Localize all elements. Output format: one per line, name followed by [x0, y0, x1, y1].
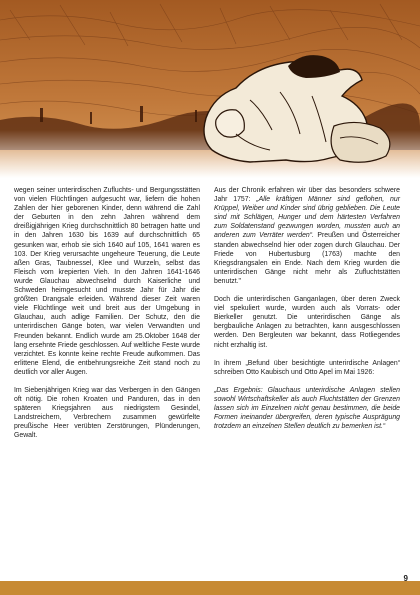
paragraph-seven-years-war: Im Siebenjährigen Krieg war das Verbergen in den Gängen oft nötig. Die rohen Kroaten und Panduren, das in den späteren Kriegsjahren aus niedrigstem Gesindel, Landstreichern, Verbrechern zusammen gewürfelte preußische Heer verübten Zerstörungen, Plünderungen, Gewalt.: [14, 386, 200, 440]
paragraph-chronicle-1757: [214, 186, 400, 286]
chronicle-quote: „Alle kräftigen Männer sind geflohen, nur Krüppel, Weiber und Kinder sind übrig geblieben. Die Leute sind mit Schlägen, Hunger und dem härtesten Verfahren zum Soldatenstand gezwungen worden, mussten auch an anderen zum Verräter werden“.: [214, 196, 400, 240]
paragraph-befund-intro: In ihrem „Befund über besichtigte unterirdische Anlagen“ schreiben Otto Kaubisch und Otto Apel im Mai 1926:: [214, 359, 400, 376]
footer-accent-bar: [0, 581, 420, 595]
left-column: [14, 186, 200, 441]
page-number: 9: [403, 574, 408, 583]
header-illustration: [0, 0, 420, 178]
paragraph-cellar-use: Doch die unterirdischen Ganganlagen, über deren Zweck viel spekuliert wurde, wurden auch als Vorrats- oder Bierkeller genutzt. Die unterirdischen Gänge als bergbauliche Anlagen zu betrachten, kann ausgeschlossen werden. Den Bergleuten war bekannt, dass Rotliegendes nicht erzhaltig ist.: [214, 296, 400, 349]
paragraph-refugees: wegen seiner unterirdischen Zufluchts- und Bergungsstätten von vielen Flüchtlingen aufgesucht war, liefern die hohen Zahlen der hier geborenen Kinder, denn während die Zahl der Geburten in den zehn Jahren während dem dreißigjährigen Krieg durchschnittlich 80 betragen hatte und in den Jahren 1630 bis 1639 auf durchschnittlich 65 gesunken war, erhob sie sich 1640 auf 105, 1641 waren es 103. Der Krieg verursachte ungeheure Teuerung, die Leute aßen Gras, Taubnessel, Klee und Wurzeln, selbst das Fleisch vom krepierten Vieh. In den Jahren 1641-1646 wurde Glauchau abwechselnd durch Kaiserliche und Schweden heimgesucht und musste Jahr für Jahr die größten Drangsale erleiden. Während dieser Zeit waren viele Flüchtlinge weit und breit aus der Umgebung in Glauchau, auch adlige Familien. Der Schutz, den die unterirdischen Gänge boten, war vielen Verwandten und Freunden bekannt. Endlich wurde am 25.Oktober 1648 der lang ersehnte Friede geschlossen. Auf weltliche Feste wurde verzichtet. Es konnte keine rechte Freude aufkommen. Das erlittene Elend, die entbehrungsreiche Zeit stand noch zu deutlich vor aller Augen.: [14, 187, 200, 376]
chronicle-intro: Aus der Chronik erfahren wir über das besonders schwere Jahr 1757:: [214, 187, 400, 204]
war-scene-illustration: [0, 0, 420, 178]
paragraph-befund-quote: „Das Ergebnis: Glauchaus unterirdische Anlagen stellen sowohl Wirtschaftskeller als auch Fluchtstätten der Grenzen lassen sich im Einzelnen nicht genau bestimmen, die beide Formen ineinander übergreifen, deren typische Ausprägung trotzdem an einzelnen Stellen deutlich zu bemerken ist.“: [214, 386, 400, 431]
article-body: [14, 186, 401, 573]
right-column: [214, 186, 400, 431]
chronicle-rest: Preußen und Österreicher standen abwechselnd hier oder zogen durch Glauchau. Der Friede von Hubertusburg (1763) machte den Kriegsdrangsalen ein Ende. Nach dem Krieg wurden die unterirdischen Gänge nicht mehr als Zufluchtstätten benutzt.": [214, 232, 401, 285]
